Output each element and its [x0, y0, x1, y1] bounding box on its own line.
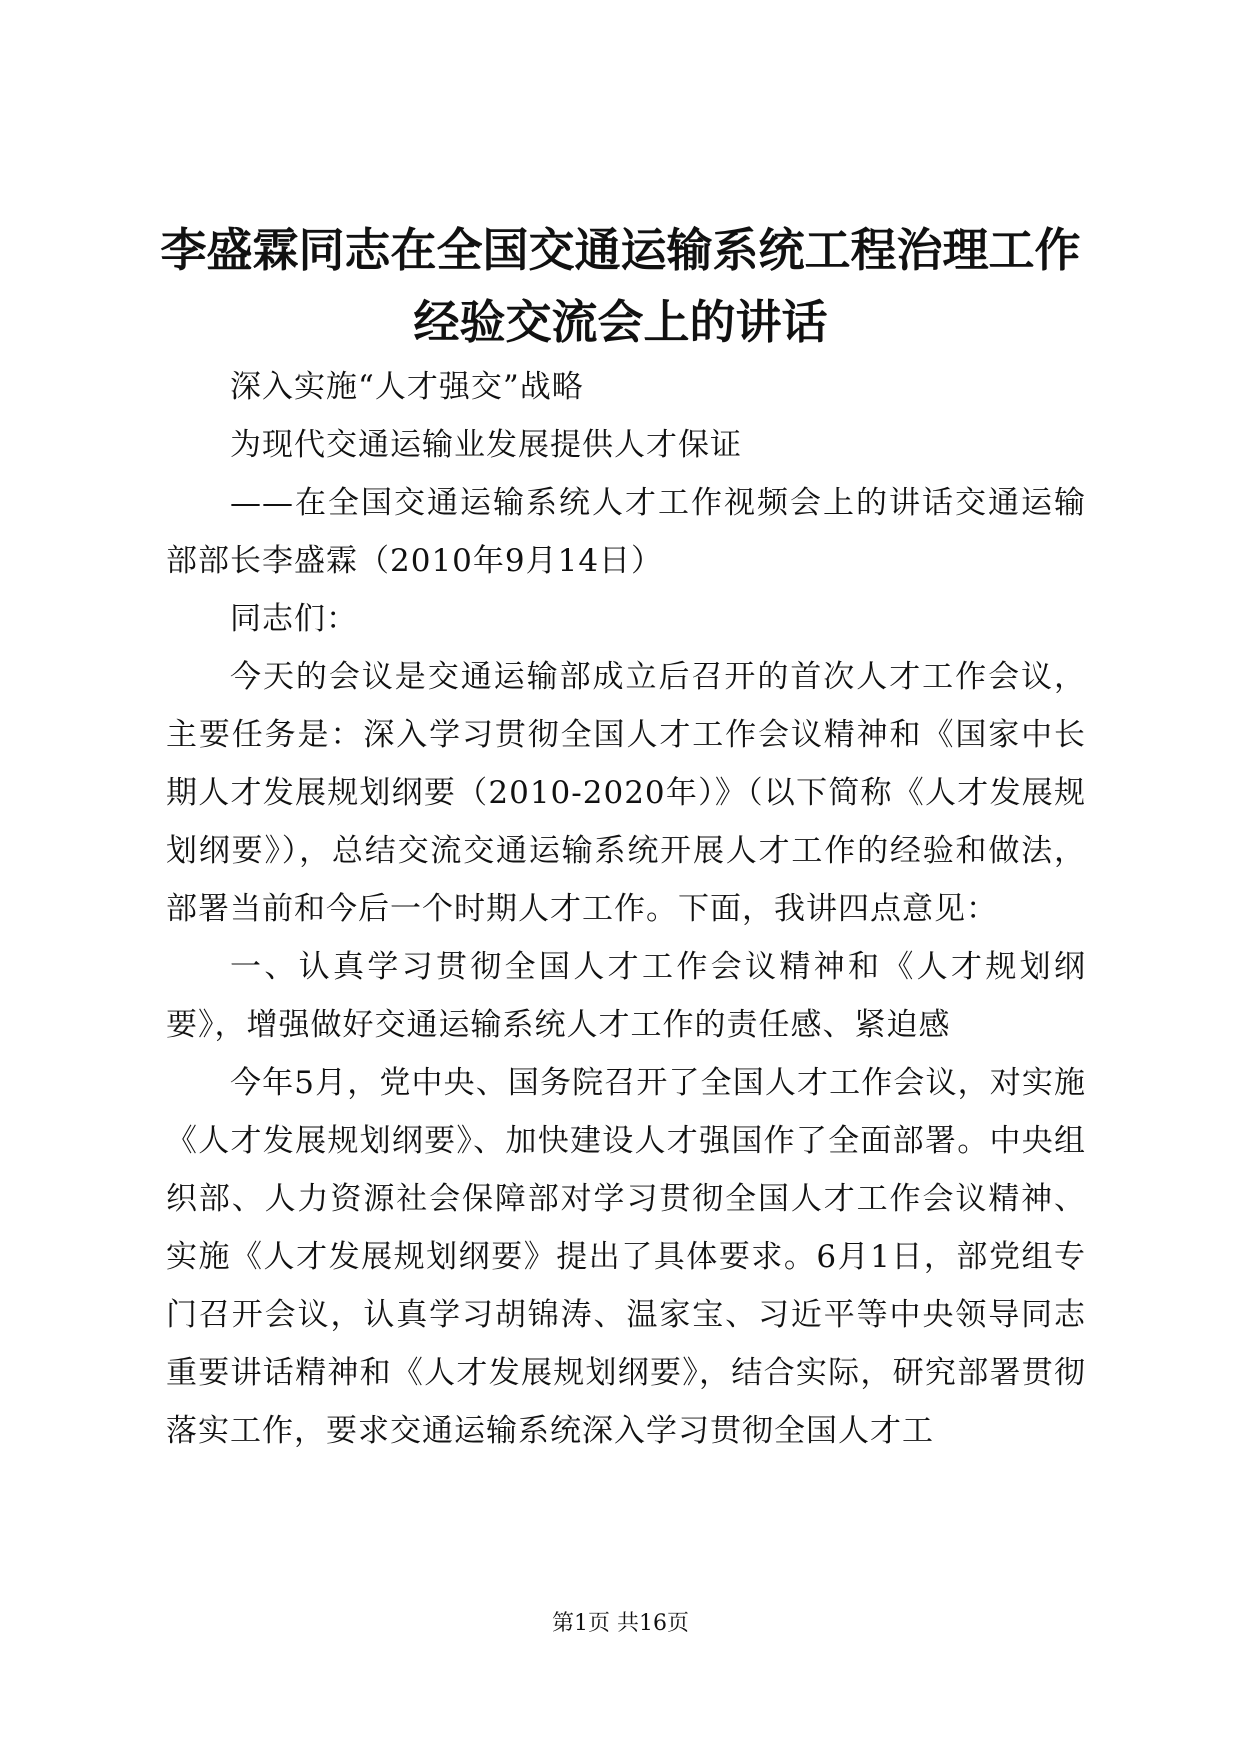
page-footer: 第1页 共16页 [552, 1611, 689, 1636]
document-title [150, 214, 1091, 358]
body-paragraph: 今年5月，党中央、国务院召开了全国人才工作会议，对实施《人才发展规划纲要》、加快建设人才强国作了全面部署。中央组织部、人力资源社会保障部对学习贯彻全国人才工作会议精神、实施《人才发展规划纲要》提出了具体要求。6月1日，部党组专门召开会议，认真学习胡锦涛、温家宝、习近平等中央领导同志重要讲话精神和《人才发展规划纲要》，结合实际，研究部署贯彻落实工作，要求交通运输系统深入学习贯彻全国人才工 [166, 1065, 1086, 1449]
salutation: 同志们： [230, 601, 358, 637]
title-line-2: 经验交流会上的讲话 [413, 295, 828, 349]
subtitle-line-2: 为现代交通运输业发展提供人才保证 [230, 427, 742, 463]
section-heading-1: 一、认真学习贯彻全国人才工作会议精神和《人才规划纲要》，增强做好交通运输系统人才工作的责任感、紧迫感 [166, 949, 1086, 1043]
body-paragraph: 今天的会议是交通运输部成立后召开的首次人才工作会议，主要任务是：深入学习贯彻全国人才工作会议精神和《国家中长期人才发展规划纲要（2010-2020年）》（以下简称《人才发展规划纲要》），总结交流交通运输系统开展人才工作的经验和做法，部署当前和今后一个时期人才工作。下面，我讲四点意见： [166, 659, 1086, 927]
title-line-1: 李盛霖同志在全国交通运输系统工程治理工作 [160, 223, 1081, 277]
document-body [166, 358, 1086, 1460]
speech-source-line: ——在全国交通运输系统人才工作视频会上的讲话交通运输部部长李盛霖（2010年9月14日） [166, 485, 1086, 579]
subtitle-line-1: 深入实施“人才强交”战略 [230, 369, 584, 405]
